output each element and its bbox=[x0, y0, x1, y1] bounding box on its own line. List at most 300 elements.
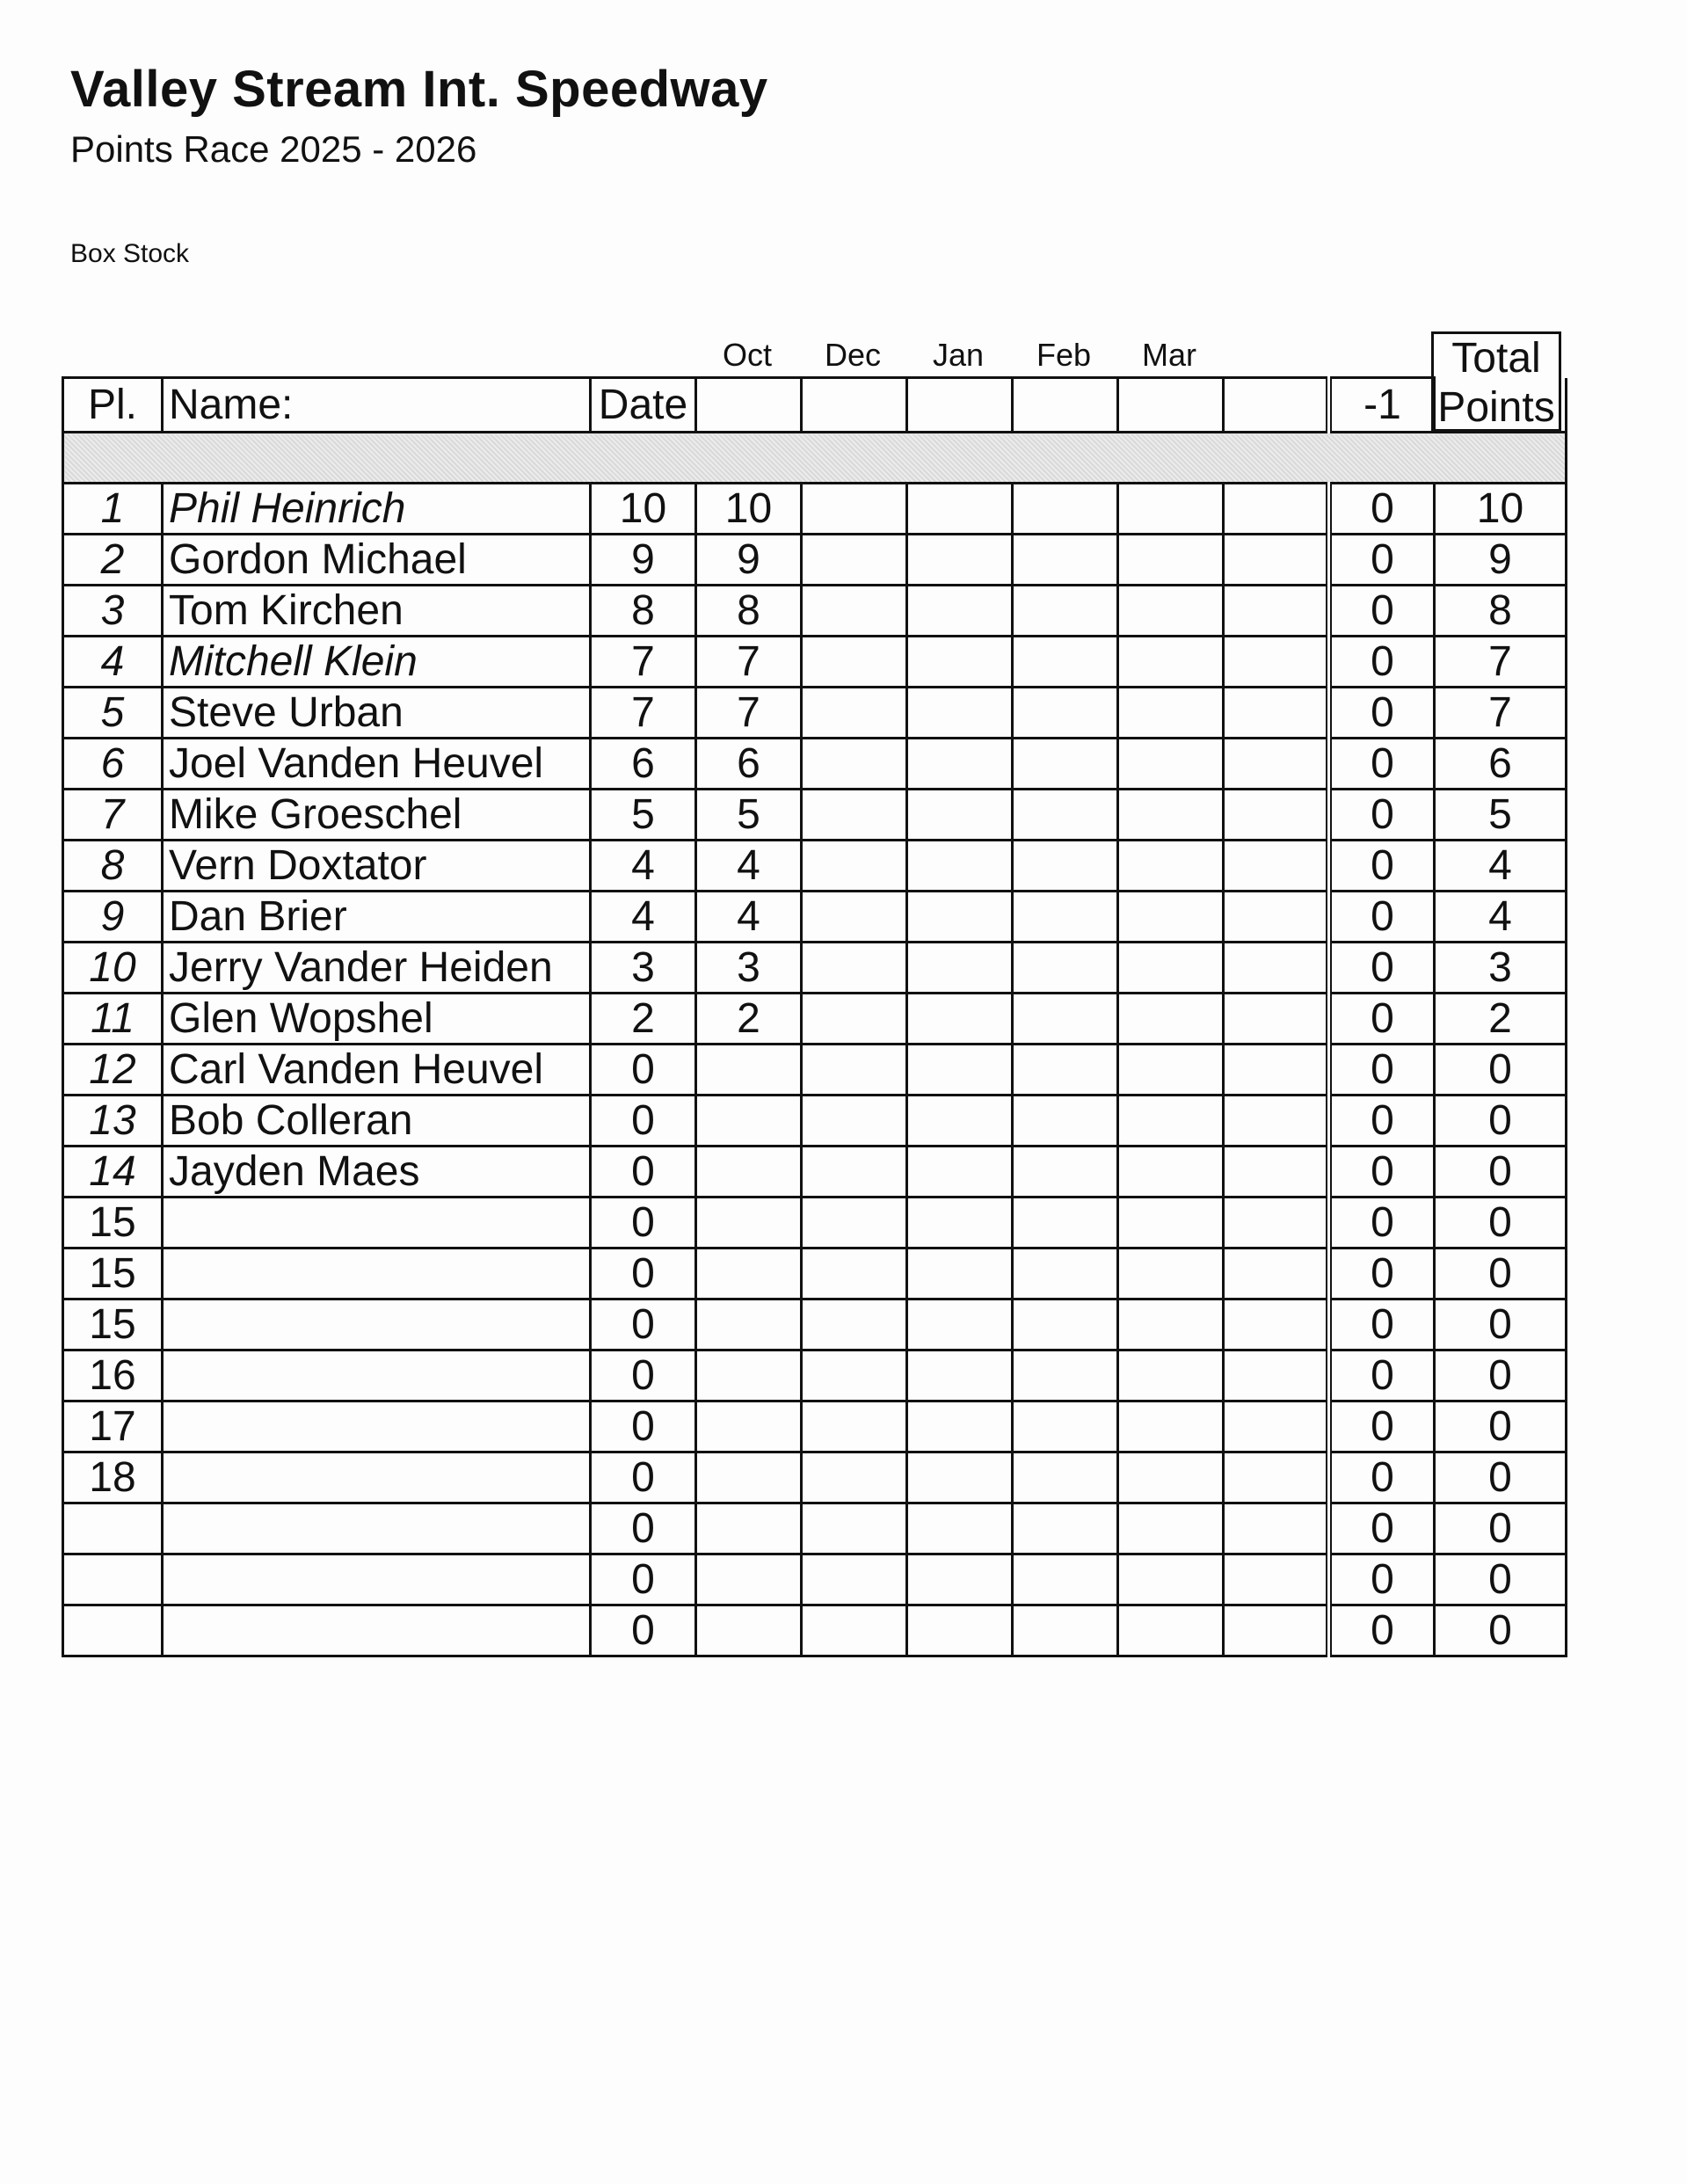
name-cell: Mitchell Klein bbox=[163, 637, 591, 688]
feb-cell bbox=[1013, 790, 1118, 841]
date-cell: 0 bbox=[591, 1249, 696, 1299]
jan-cell bbox=[907, 637, 1013, 688]
minus-one-cell: 0 bbox=[1329, 1198, 1435, 1249]
mar-cell bbox=[1118, 1198, 1224, 1249]
table-row bbox=[63, 790, 1567, 841]
place-cell: 12 bbox=[63, 1045, 163, 1096]
standings-table bbox=[62, 376, 1567, 1657]
name-cell bbox=[163, 1452, 591, 1503]
jan-cell bbox=[907, 841, 1013, 892]
table-row bbox=[63, 1249, 1567, 1299]
date-cell: 7 bbox=[591, 688, 696, 739]
mar-cell bbox=[1118, 1503, 1224, 1554]
dec-cell bbox=[802, 1198, 907, 1249]
jan-cell bbox=[907, 1147, 1013, 1198]
total-points-cell: 7 bbox=[1435, 688, 1567, 739]
mar-cell bbox=[1118, 892, 1224, 943]
oct-cell bbox=[696, 1096, 802, 1147]
mar-cell bbox=[1118, 535, 1224, 586]
total-points-cell: 9 bbox=[1435, 535, 1567, 586]
minus-one-cell: 0 bbox=[1329, 943, 1435, 994]
blank-cell bbox=[1224, 1045, 1329, 1096]
date-cell: 5 bbox=[591, 790, 696, 841]
blank-cell bbox=[1224, 637, 1329, 688]
blank-cell bbox=[1224, 484, 1329, 535]
blank-cell bbox=[1224, 1605, 1329, 1656]
blank-cell bbox=[1224, 1147, 1329, 1198]
place-cell: 17 bbox=[63, 1401, 163, 1452]
jan-cell bbox=[907, 1554, 1013, 1605]
minus-one-cell: 0 bbox=[1329, 535, 1435, 586]
feb-cell bbox=[1013, 739, 1118, 790]
name-cell bbox=[163, 1249, 591, 1299]
dec-cell bbox=[802, 586, 907, 637]
name-cell: Bob Colleran bbox=[163, 1096, 591, 1147]
oct-cell: 8 bbox=[696, 586, 802, 637]
total-points-cell: 0 bbox=[1435, 1147, 1567, 1198]
name-cell bbox=[163, 1503, 591, 1554]
minus-one-cell: 0 bbox=[1329, 1045, 1435, 1096]
feb-cell bbox=[1013, 994, 1118, 1045]
mar-cell bbox=[1118, 484, 1224, 535]
oct-cell: 6 bbox=[696, 739, 802, 790]
jan-cell bbox=[907, 1299, 1013, 1350]
mar-cell bbox=[1118, 790, 1224, 841]
month-label-mar: Mar bbox=[1142, 337, 1196, 373]
table-row bbox=[63, 1401, 1567, 1452]
place-cell bbox=[63, 1503, 163, 1554]
blank-cell bbox=[1224, 1452, 1329, 1503]
place-cell: 7 bbox=[63, 790, 163, 841]
table-row bbox=[63, 841, 1567, 892]
oct-cell: 4 bbox=[696, 892, 802, 943]
table-row bbox=[63, 1452, 1567, 1503]
total-points-cell: 3 bbox=[1435, 943, 1567, 994]
dec-cell bbox=[802, 1401, 907, 1452]
total-points-cell: 0 bbox=[1435, 1249, 1567, 1299]
minus-one-cell: 0 bbox=[1329, 1605, 1435, 1656]
oct-cell: 2 bbox=[696, 994, 802, 1045]
feb-cell bbox=[1013, 484, 1118, 535]
date-cell: 0 bbox=[591, 1452, 696, 1503]
name-cell bbox=[163, 1198, 591, 1249]
header-jan bbox=[907, 378, 1013, 433]
total-points-cell: 0 bbox=[1435, 1096, 1567, 1147]
date-cell: 6 bbox=[591, 739, 696, 790]
mar-cell bbox=[1118, 841, 1224, 892]
feb-cell bbox=[1013, 1554, 1118, 1605]
page-title: Valley Stream Int. Speedway bbox=[70, 61, 768, 118]
name-cell: Steve Urban bbox=[163, 688, 591, 739]
table-row bbox=[63, 1605, 1567, 1656]
total-points-cell: 10 bbox=[1435, 484, 1567, 535]
place-cell: 3 bbox=[63, 586, 163, 637]
feb-cell bbox=[1013, 1605, 1118, 1656]
month-label-oct: Oct bbox=[722, 337, 772, 373]
dec-cell bbox=[802, 1096, 907, 1147]
place-cell: 1 bbox=[63, 484, 163, 535]
mar-cell bbox=[1118, 1350, 1224, 1401]
minus-one-cell: 0 bbox=[1329, 841, 1435, 892]
date-cell: 0 bbox=[591, 1147, 696, 1198]
oct-cell bbox=[696, 1147, 802, 1198]
place-cell: 16 bbox=[63, 1350, 163, 1401]
feb-cell bbox=[1013, 1147, 1118, 1198]
blank-cell bbox=[1224, 688, 1329, 739]
blank-cell bbox=[1224, 994, 1329, 1045]
date-cell: 0 bbox=[591, 1350, 696, 1401]
table-row bbox=[63, 943, 1567, 994]
jan-cell bbox=[907, 1401, 1013, 1452]
jan-cell bbox=[907, 586, 1013, 637]
header-date: Date bbox=[591, 378, 696, 433]
blank-cell bbox=[1224, 739, 1329, 790]
jan-cell bbox=[907, 1249, 1013, 1299]
header-mar bbox=[1118, 378, 1224, 433]
dec-cell bbox=[802, 790, 907, 841]
minus-one-cell: 0 bbox=[1329, 586, 1435, 637]
dec-cell bbox=[802, 994, 907, 1045]
mar-cell bbox=[1118, 1249, 1224, 1299]
mar-cell bbox=[1118, 1401, 1224, 1452]
dec-cell bbox=[802, 1503, 907, 1554]
oct-cell bbox=[696, 1350, 802, 1401]
jan-cell bbox=[907, 1503, 1013, 1554]
race-class-label: Box Stock bbox=[70, 239, 190, 268]
blank-cell bbox=[1224, 1249, 1329, 1299]
month-label-jan: Jan bbox=[932, 337, 985, 373]
mar-cell bbox=[1118, 1045, 1224, 1096]
jan-cell bbox=[907, 892, 1013, 943]
mar-cell bbox=[1118, 943, 1224, 994]
minus-one-cell: 0 bbox=[1329, 1249, 1435, 1299]
date-cell: 3 bbox=[591, 943, 696, 994]
date-cell: 0 bbox=[591, 1045, 696, 1096]
place-cell: 15 bbox=[63, 1299, 163, 1350]
jan-cell bbox=[907, 1350, 1013, 1401]
name-cell bbox=[163, 1299, 591, 1350]
name-cell: Jayden Maes bbox=[163, 1147, 591, 1198]
oct-cell bbox=[696, 1401, 802, 1452]
blank-cell bbox=[1224, 1350, 1329, 1401]
blank-cell bbox=[1224, 535, 1329, 586]
oct-cell: 9 bbox=[696, 535, 802, 586]
minus-one-cell: 0 bbox=[1329, 1299, 1435, 1350]
oct-cell: 7 bbox=[696, 637, 802, 688]
place-cell: 6 bbox=[63, 739, 163, 790]
mar-cell bbox=[1118, 586, 1224, 637]
header-blank bbox=[1224, 378, 1329, 433]
minus-one-cell: 0 bbox=[1329, 1350, 1435, 1401]
mar-cell bbox=[1118, 1096, 1224, 1147]
total-header-top: Total bbox=[1451, 335, 1541, 382]
jan-cell bbox=[907, 688, 1013, 739]
oct-cell: 4 bbox=[696, 841, 802, 892]
dec-cell bbox=[802, 484, 907, 535]
minus-one-cell: 0 bbox=[1329, 994, 1435, 1045]
total-points-cell: 0 bbox=[1435, 1045, 1567, 1096]
dec-cell bbox=[802, 1045, 907, 1096]
total-points-cell: 0 bbox=[1435, 1503, 1567, 1554]
name-cell bbox=[163, 1605, 591, 1656]
feb-cell bbox=[1013, 841, 1118, 892]
total-points-cell: 0 bbox=[1435, 1605, 1567, 1656]
minus-one-cell: 0 bbox=[1329, 1554, 1435, 1605]
name-cell: Jerry Vander Heiden bbox=[163, 943, 591, 994]
oct-cell bbox=[696, 1452, 802, 1503]
oct-cell bbox=[696, 1198, 802, 1249]
name-cell: Carl Vanden Heuvel bbox=[163, 1045, 591, 1096]
table-row bbox=[63, 637, 1567, 688]
total-points-cell: 2 bbox=[1435, 994, 1567, 1045]
minus-one-cell: 0 bbox=[1329, 790, 1435, 841]
blank-cell bbox=[1224, 1198, 1329, 1249]
table-row bbox=[63, 586, 1567, 637]
dec-cell bbox=[802, 1147, 907, 1198]
date-cell: 4 bbox=[591, 892, 696, 943]
feb-cell bbox=[1013, 1249, 1118, 1299]
oct-cell: 3 bbox=[696, 943, 802, 994]
mar-cell bbox=[1118, 1605, 1224, 1656]
feb-cell bbox=[1013, 1452, 1118, 1503]
header-minus-one: -1 bbox=[1329, 378, 1435, 433]
dec-cell bbox=[802, 1299, 907, 1350]
name-cell: Phil Heinrich bbox=[163, 484, 591, 535]
dec-cell bbox=[802, 892, 907, 943]
jan-cell bbox=[907, 943, 1013, 994]
date-cell: 0 bbox=[591, 1096, 696, 1147]
place-cell: 11 bbox=[63, 994, 163, 1045]
total-points-cell: 0 bbox=[1435, 1350, 1567, 1401]
total-points-cell: 0 bbox=[1435, 1299, 1567, 1350]
blank-cell bbox=[1224, 1503, 1329, 1554]
name-cell bbox=[163, 1350, 591, 1401]
feb-cell bbox=[1013, 1401, 1118, 1452]
place-cell: 13 bbox=[63, 1096, 163, 1147]
oct-cell bbox=[696, 1605, 802, 1656]
mar-cell bbox=[1118, 1554, 1224, 1605]
place-cell: 15 bbox=[63, 1249, 163, 1299]
date-cell: 10 bbox=[591, 484, 696, 535]
feb-cell bbox=[1013, 637, 1118, 688]
header-dec bbox=[802, 378, 907, 433]
header-place: Pl. bbox=[63, 378, 163, 433]
table-row bbox=[63, 1554, 1567, 1605]
blank-cell bbox=[1224, 586, 1329, 637]
name-cell bbox=[163, 1401, 591, 1452]
minus-one-cell: 0 bbox=[1329, 637, 1435, 688]
name-cell: Joel Vanden Heuvel bbox=[163, 739, 591, 790]
dec-cell bbox=[802, 688, 907, 739]
blank-cell bbox=[1224, 943, 1329, 994]
place-cell: 10 bbox=[63, 943, 163, 994]
oct-cell: 5 bbox=[696, 790, 802, 841]
feb-cell bbox=[1013, 1299, 1118, 1350]
feb-cell bbox=[1013, 1096, 1118, 1147]
date-cell: 0 bbox=[591, 1554, 696, 1605]
feb-cell bbox=[1013, 1350, 1118, 1401]
jan-cell bbox=[907, 739, 1013, 790]
minus-one-cell: 0 bbox=[1329, 1147, 1435, 1198]
total-points-cell: 4 bbox=[1435, 892, 1567, 943]
dec-cell bbox=[802, 943, 907, 994]
date-cell: 0 bbox=[591, 1198, 696, 1249]
table-row bbox=[63, 1045, 1567, 1096]
dec-cell bbox=[802, 1452, 907, 1503]
minus-one-cell: 0 bbox=[1329, 1096, 1435, 1147]
dec-cell bbox=[802, 1605, 907, 1656]
name-cell: Dan Brier bbox=[163, 892, 591, 943]
table-header-row bbox=[63, 378, 1567, 433]
mar-cell bbox=[1118, 994, 1224, 1045]
place-cell bbox=[63, 1605, 163, 1656]
name-cell: Glen Wopshel bbox=[163, 994, 591, 1045]
dec-cell bbox=[802, 1249, 907, 1299]
total-points-cell: 0 bbox=[1435, 1452, 1567, 1503]
date-cell: 0 bbox=[591, 1605, 696, 1656]
table-row bbox=[63, 484, 1567, 535]
dec-cell bbox=[802, 841, 907, 892]
table-row bbox=[63, 1503, 1567, 1554]
header-feb bbox=[1013, 378, 1118, 433]
blank-cell bbox=[1224, 841, 1329, 892]
total-points-cell: 5 bbox=[1435, 790, 1567, 841]
blank-cell bbox=[1224, 790, 1329, 841]
mar-cell bbox=[1118, 1452, 1224, 1503]
oct-cell bbox=[696, 1299, 802, 1350]
jan-cell bbox=[907, 535, 1013, 586]
table-row bbox=[63, 1147, 1567, 1198]
place-cell: 15 bbox=[63, 1198, 163, 1249]
jan-cell bbox=[907, 790, 1013, 841]
total-header-bottom: Points bbox=[1437, 384, 1555, 431]
shaded-separator bbox=[63, 433, 1567, 484]
total-points-cell: 8 bbox=[1435, 586, 1567, 637]
page-subtitle: Points Race 2025 - 2026 bbox=[70, 128, 477, 170]
minus-one-cell: 0 bbox=[1329, 1503, 1435, 1554]
month-label-feb: Feb bbox=[1036, 337, 1092, 373]
minus-one-cell: 0 bbox=[1329, 1452, 1435, 1503]
mar-cell bbox=[1118, 739, 1224, 790]
oct-cell bbox=[696, 1554, 802, 1605]
dec-cell bbox=[802, 637, 907, 688]
place-cell: 4 bbox=[63, 637, 163, 688]
date-cell: 7 bbox=[591, 637, 696, 688]
name-cell: Tom Kirchen bbox=[163, 586, 591, 637]
name-cell bbox=[163, 1554, 591, 1605]
blank-cell bbox=[1224, 1401, 1329, 1452]
oct-cell: 10 bbox=[696, 484, 802, 535]
date-cell: 0 bbox=[591, 1401, 696, 1452]
blank-cell bbox=[1224, 1299, 1329, 1350]
place-cell: 9 bbox=[63, 892, 163, 943]
table-row bbox=[63, 688, 1567, 739]
oct-cell: 7 bbox=[696, 688, 802, 739]
month-label-dec: Dec bbox=[824, 337, 882, 373]
dec-cell bbox=[802, 1350, 907, 1401]
date-cell: 9 bbox=[591, 535, 696, 586]
oct-cell bbox=[696, 1503, 802, 1554]
date-cell: 2 bbox=[591, 994, 696, 1045]
jan-cell bbox=[907, 484, 1013, 535]
date-cell: 0 bbox=[591, 1299, 696, 1350]
place-cell: 14 bbox=[63, 1147, 163, 1198]
jan-cell bbox=[907, 994, 1013, 1045]
place-cell: 18 bbox=[63, 1452, 163, 1503]
shaded-separator-row bbox=[63, 433, 1567, 484]
total-points-cell: 0 bbox=[1435, 1198, 1567, 1249]
total-points-cell: 4 bbox=[1435, 841, 1567, 892]
feb-cell bbox=[1013, 535, 1118, 586]
feb-cell bbox=[1013, 1503, 1118, 1554]
table-row bbox=[63, 1198, 1567, 1249]
table-row bbox=[63, 892, 1567, 943]
minus-one-cell: 0 bbox=[1329, 1401, 1435, 1452]
mar-cell bbox=[1118, 1147, 1224, 1198]
name-cell: Mike Groeschel bbox=[163, 790, 591, 841]
header-total-spacer bbox=[1435, 378, 1567, 433]
oct-cell bbox=[696, 1249, 802, 1299]
header-name: Name: bbox=[163, 378, 591, 433]
feb-cell bbox=[1013, 1045, 1118, 1096]
jan-cell bbox=[907, 1045, 1013, 1096]
jan-cell bbox=[907, 1605, 1013, 1656]
table-row bbox=[63, 739, 1567, 790]
mar-cell bbox=[1118, 637, 1224, 688]
header-oct bbox=[696, 378, 802, 433]
blank-cell bbox=[1224, 892, 1329, 943]
feb-cell bbox=[1013, 943, 1118, 994]
mar-cell bbox=[1118, 688, 1224, 739]
jan-cell bbox=[907, 1096, 1013, 1147]
feb-cell bbox=[1013, 1198, 1118, 1249]
total-points-cell: 6 bbox=[1435, 739, 1567, 790]
feb-cell bbox=[1013, 892, 1118, 943]
dec-cell bbox=[802, 535, 907, 586]
name-cell: Gordon Michael bbox=[163, 535, 591, 586]
total-points-cell: 0 bbox=[1435, 1554, 1567, 1605]
minus-one-cell: 0 bbox=[1329, 892, 1435, 943]
place-cell bbox=[63, 1554, 163, 1605]
table-row bbox=[63, 1299, 1567, 1350]
feb-cell bbox=[1013, 586, 1118, 637]
place-cell: 8 bbox=[63, 841, 163, 892]
table-row bbox=[63, 1350, 1567, 1401]
date-cell: 8 bbox=[591, 586, 696, 637]
feb-cell bbox=[1013, 688, 1118, 739]
table-row bbox=[63, 994, 1567, 1045]
place-cell: 5 bbox=[63, 688, 163, 739]
place-cell: 2 bbox=[63, 535, 163, 586]
minus-one-cell: 0 bbox=[1329, 739, 1435, 790]
name-cell: Vern Doxtator bbox=[163, 841, 591, 892]
total-points-cell: 0 bbox=[1435, 1401, 1567, 1452]
dec-cell bbox=[802, 739, 907, 790]
total-points-cell: 7 bbox=[1435, 637, 1567, 688]
blank-cell bbox=[1224, 1096, 1329, 1147]
oct-cell bbox=[696, 1045, 802, 1096]
jan-cell bbox=[907, 1198, 1013, 1249]
blank-cell bbox=[1224, 1554, 1329, 1605]
jan-cell bbox=[907, 1452, 1013, 1503]
date-cell: 4 bbox=[591, 841, 696, 892]
mar-cell bbox=[1118, 1299, 1224, 1350]
minus-one-cell: 0 bbox=[1329, 484, 1435, 535]
minus-one-cell: 0 bbox=[1329, 688, 1435, 739]
table-row bbox=[63, 535, 1567, 586]
table-row bbox=[63, 1096, 1567, 1147]
dec-cell bbox=[802, 1554, 907, 1605]
